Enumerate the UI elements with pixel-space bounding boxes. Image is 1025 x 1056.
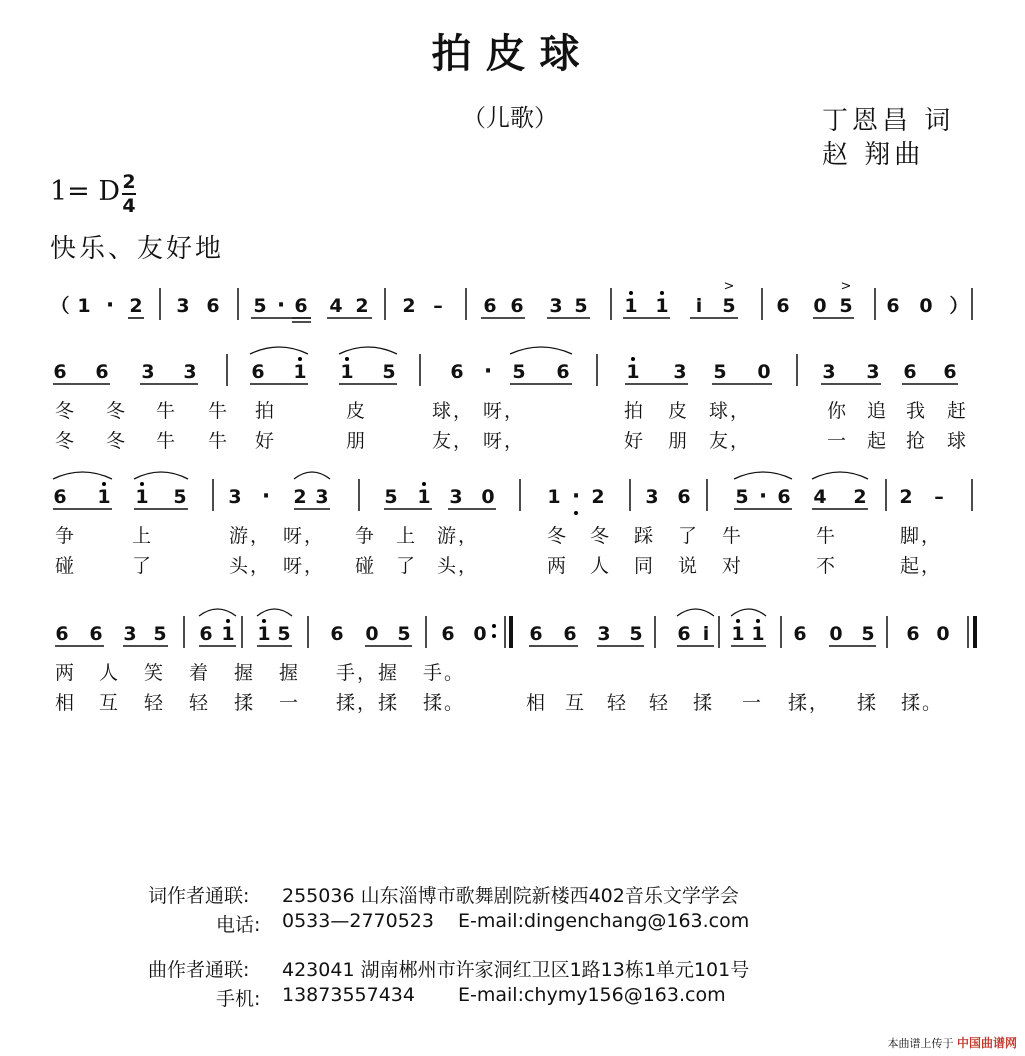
note: 1 (751, 623, 765, 645)
slur (339, 347, 397, 354)
lyric-verse-1: 牛 (208, 400, 230, 422)
note: 5 (397, 623, 411, 645)
note: 3 (645, 486, 659, 508)
lyricist-phone: 0533—2770523 (282, 910, 434, 932)
octave-dot-high (422, 482, 426, 486)
lyric-verse-1: 拍 (255, 400, 277, 422)
lyric-verse-2: 牛 (208, 430, 230, 452)
lyric-verse-1: 球， (432, 400, 475, 422)
slur (294, 472, 330, 479)
note: 0 (757, 361, 771, 383)
composer-contact-label: 曲作者通联: (148, 959, 250, 981)
lyric-verse-1: 冬 (55, 400, 77, 422)
note: 5 (512, 361, 526, 383)
lyric-verse-1: 了 (678, 525, 700, 547)
slur (734, 472, 792, 479)
note: 6 (886, 295, 900, 317)
note: 5 (629, 623, 643, 645)
note: 2 (591, 486, 605, 508)
note: 6 (563, 623, 577, 645)
note: 2 (129, 295, 143, 317)
lyric-verse-2: 冬 (55, 430, 77, 452)
note: 6 (776, 295, 790, 317)
note: 0 (365, 623, 379, 645)
note: 1 (257, 623, 271, 645)
lyric-verse-1: 握 (234, 662, 256, 684)
lyric-verse-2: 呀， (483, 430, 526, 452)
lyric-verse-2: 揉 (234, 692, 256, 714)
octave-dot-high (102, 482, 106, 486)
note: 3 (141, 361, 155, 383)
lyric-verse-1: 你 (827, 400, 849, 422)
lyric-verse-2: 呀， (283, 555, 326, 577)
note: 1 (221, 623, 235, 645)
note: 6 (441, 623, 455, 645)
note: 1 (655, 295, 669, 317)
slur (731, 609, 766, 616)
accent-mark: > (840, 279, 852, 294)
key-signature: 1= D (50, 176, 121, 207)
footer-credit (887, 1034, 1017, 1051)
note: 2 (293, 486, 307, 508)
lyric-verse-2: 朋 (346, 430, 368, 452)
note: 6 (330, 623, 344, 645)
lyric-verse-1: 笑 (144, 662, 166, 684)
note: 5 (173, 486, 187, 508)
note: i (702, 623, 710, 645)
lyric-verse-2: 相 (55, 692, 77, 714)
lyric-verse-1: 踩 (634, 525, 656, 547)
lyric-verse-1: 追 (867, 400, 889, 422)
lyric-verse-2: 说 (678, 555, 700, 577)
lyric-verse-2: 友， (709, 430, 752, 452)
lyric-verse-1: 着 (189, 662, 211, 684)
lyric-verse-2: 一 (827, 430, 849, 452)
lyric-verse-1: 冬 (547, 525, 569, 547)
octave-dot-high (631, 357, 635, 361)
note: 5 (722, 295, 736, 317)
note: 6 (510, 295, 524, 317)
lyricist-credit: 丁恩昌 词 (822, 106, 955, 136)
lyric-verse-1: 呀， (283, 525, 326, 547)
lyric-verse-2: 抢 (906, 430, 928, 452)
note: 3 (673, 361, 687, 383)
time-signature-top: 2 (122, 171, 136, 193)
note: 1 (293, 361, 307, 383)
composer-phone: 13873557434 (282, 984, 415, 1006)
lyric-verse-2: 两 (547, 555, 569, 577)
tempo-marking: 快乐、友好地 (50, 234, 225, 264)
note: 5 (839, 295, 853, 317)
lyric-verse-2: 揉 (378, 692, 400, 714)
lyric-verse-1: 握 (279, 662, 301, 684)
note: 3 (822, 361, 836, 383)
note: 6 (677, 623, 691, 645)
lyric-verse-2: 同 (634, 555, 656, 577)
note: 6 (89, 623, 103, 645)
lyric-verse-1: 拍 (624, 400, 646, 422)
note: 6 (53, 486, 67, 508)
note: 6 (777, 486, 791, 508)
note: 6 (53, 361, 67, 383)
note: · (261, 484, 271, 509)
lyric-verse-2: 好 (255, 430, 277, 452)
note: 3 (866, 361, 880, 383)
lyric-verse-2: 朋 (668, 430, 690, 452)
lyric-verse-2: 了 (132, 555, 154, 577)
note: 3 (449, 486, 463, 508)
composer-email: E-mail:chymy156@163.com (458, 984, 726, 1006)
footer-brand-logo: 中国曲谱网 (956, 1036, 1017, 1050)
octave-dot-low (574, 511, 578, 515)
note: 6 (206, 295, 220, 317)
lyric-verse-2: 了 (396, 555, 418, 577)
octave-dot-high (226, 619, 230, 623)
lyric-verse-1: 皮 (668, 400, 690, 422)
note: 6 (903, 361, 917, 383)
composer-credit: 赵 翔曲 (822, 140, 925, 170)
note: 4 (329, 295, 343, 317)
lyric-verse-1: 牛 (722, 525, 744, 547)
note: 3 (597, 623, 611, 645)
note: 2 (402, 295, 416, 317)
note: 6 (251, 361, 265, 383)
note: 6 (450, 361, 464, 383)
octave-dot-high (629, 291, 633, 295)
note: 5 (574, 295, 588, 317)
lyric-verse-2: 起， (900, 555, 943, 577)
note: 1 (97, 486, 111, 508)
lyricist-phone-label: 电话: (216, 914, 261, 936)
accent-mark: > (723, 279, 735, 294)
lyric-verse-2: 揉。 (901, 692, 944, 714)
lyric-verse-1: 呀， (483, 400, 526, 422)
note: – (934, 486, 944, 508)
slur (257, 609, 292, 616)
note: 0 (936, 623, 950, 645)
lyric-verse-1: 手。 (423, 662, 466, 684)
octave-dot-high (262, 619, 266, 623)
lyric-verse-2: 揉， (336, 692, 379, 714)
lyric-verse-2: 牛 (156, 430, 178, 452)
song-title: 拍皮球 (431, 30, 594, 77)
note: 3 (228, 486, 242, 508)
slur (510, 347, 572, 354)
note: 1 (417, 486, 431, 508)
lyric-verse-2: 轻 (189, 692, 211, 714)
note: 3 (549, 295, 563, 317)
lyric-verse-2: 友， (432, 430, 475, 452)
song-subtitle: （儿歌） (462, 104, 558, 132)
lyric-verse-1: 冬 (590, 525, 612, 547)
lyric-verse-1: 皮 (346, 400, 368, 422)
lyric-verse-2: 头， (437, 555, 480, 577)
lyric-verse-2: 互 (565, 692, 587, 714)
note: 1 (77, 295, 91, 317)
note: 6 (55, 623, 69, 645)
note: 0 (919, 295, 933, 317)
note: ） (949, 295, 969, 317)
note: 6 (529, 623, 543, 645)
lyric-verse-2: 碰 (355, 555, 377, 577)
slur (812, 472, 868, 479)
note: 6 (906, 623, 920, 645)
lyric-verse-1: 上 (132, 525, 154, 547)
lyric-verse-2: 球 (947, 430, 969, 452)
note: 1 (135, 486, 149, 508)
lyric-verse-2: 好 (624, 430, 646, 452)
lyric-verse-2: 揉。 (423, 692, 466, 714)
octave-dot-high (660, 291, 664, 295)
lyricist-contact-label: 词作者通联: (148, 885, 250, 907)
lyric-verse-1: 人 (99, 662, 121, 684)
lyric-verse-1: 上 (396, 525, 418, 547)
note: · (105, 293, 115, 318)
note: （ (50, 295, 70, 317)
lyric-verse-2: 互 (99, 692, 121, 714)
note: 0 (481, 486, 495, 508)
note: 1 (340, 361, 354, 383)
octave-dot-high (736, 619, 740, 623)
footer-text: 本曲谱上传于 (887, 1037, 954, 1050)
lyric-verse-2: 轻 (607, 692, 629, 714)
lyric-verse-1: 争 (355, 525, 377, 547)
lyric-verse-2: 冬 (106, 430, 128, 452)
lyric-verse-2: 揉， (788, 692, 831, 714)
lyric-verse-1: 两 (55, 662, 77, 684)
lyricist-email: E-mail:dingenchang@163.com (458, 910, 750, 932)
lyric-verse-2: 不 (816, 555, 838, 577)
note: · (483, 359, 493, 384)
note: 6 (677, 486, 691, 508)
note: 6 (556, 361, 570, 383)
lyric-verse-1: 争 (55, 525, 77, 547)
lyric-verse-2: 对 (722, 555, 744, 577)
note: 0 (813, 295, 827, 317)
note: 6 (199, 623, 213, 645)
composer-address: 423041 湖南郴州市许家洞红卫区1路13栋1单元101号 (282, 959, 750, 981)
note: 1 (624, 295, 638, 317)
note: 1 (547, 486, 561, 508)
note: 2 (899, 486, 913, 508)
note: i (695, 295, 703, 317)
note: 6 (95, 361, 109, 383)
slur (134, 472, 188, 479)
lyric-verse-2: 碰 (55, 555, 77, 577)
note: – (433, 295, 443, 317)
lyric-verse-1: 手， (336, 662, 379, 684)
note: 2 (355, 295, 369, 317)
note: 6 (294, 295, 308, 317)
slur (199, 609, 236, 616)
note: 5 (735, 486, 749, 508)
slur (677, 609, 714, 616)
lyricist-address: 255036 山东淄博市歌舞剧院新楼西402音乐文学学会 (282, 885, 739, 907)
octave-dot-high (298, 357, 302, 361)
note: 6 (793, 623, 807, 645)
octave-dot-high (345, 357, 349, 361)
note: 6 (483, 295, 497, 317)
lyric-verse-1: 握 (378, 662, 400, 684)
note: 5 (382, 361, 396, 383)
lyric-verse-2: 起 (867, 430, 889, 452)
note: · (571, 484, 581, 509)
lyric-verse-2: 轻 (144, 692, 166, 714)
composer-phone-label: 手机: (216, 988, 261, 1010)
repeat-dot (492, 624, 496, 628)
note: 0 (473, 623, 487, 645)
lyric-verse-2: 一 (279, 692, 301, 714)
note: 5 (277, 623, 291, 645)
note: 5 (713, 361, 727, 383)
note: 3 (315, 486, 329, 508)
lyric-verse-1: 我 (906, 400, 928, 422)
note: · (758, 484, 768, 509)
note: 3 (176, 295, 190, 317)
lyric-verse-2: 人 (590, 555, 612, 577)
note: 2 (853, 486, 867, 508)
lyric-verse-1: 牛 (156, 400, 178, 422)
note: 3 (183, 361, 197, 383)
note: 0 (829, 623, 843, 645)
lyric-verse-1: 球， (709, 400, 752, 422)
lyric-verse-1: 牛 (816, 525, 838, 547)
note: 5 (384, 486, 398, 508)
octave-dot-high (756, 619, 760, 623)
repeat-dot (492, 634, 496, 638)
note: 4 (813, 486, 827, 508)
note: · (276, 293, 286, 318)
lyric-verse-2: 揉 (693, 692, 715, 714)
note: 5 (253, 295, 267, 317)
note: 1 (626, 361, 640, 383)
lyric-verse-1: 脚， (900, 525, 943, 547)
time-signature-bottom: 4 (122, 195, 136, 217)
lyric-verse-1: 游， (437, 525, 480, 547)
lyric-verse-1: 赶 (947, 400, 969, 422)
slur (250, 347, 308, 354)
octave-dot-high (140, 482, 144, 486)
note: 1 (731, 623, 745, 645)
note: 5 (153, 623, 167, 645)
lyric-verse-1: 游， (229, 525, 272, 547)
lyric-verse-2: 轻 (649, 692, 671, 714)
lyric-verse-2: 头， (229, 555, 272, 577)
lyric-verse-1: 冬 (106, 400, 128, 422)
note: 5 (861, 623, 875, 645)
lyric-verse-2: 一 (742, 692, 764, 714)
note: 3 (123, 623, 137, 645)
lyric-verse-2: 揉 (857, 692, 879, 714)
slur (53, 472, 112, 479)
lyric-verse-2: 相 (526, 692, 548, 714)
note: 6 (943, 361, 957, 383)
